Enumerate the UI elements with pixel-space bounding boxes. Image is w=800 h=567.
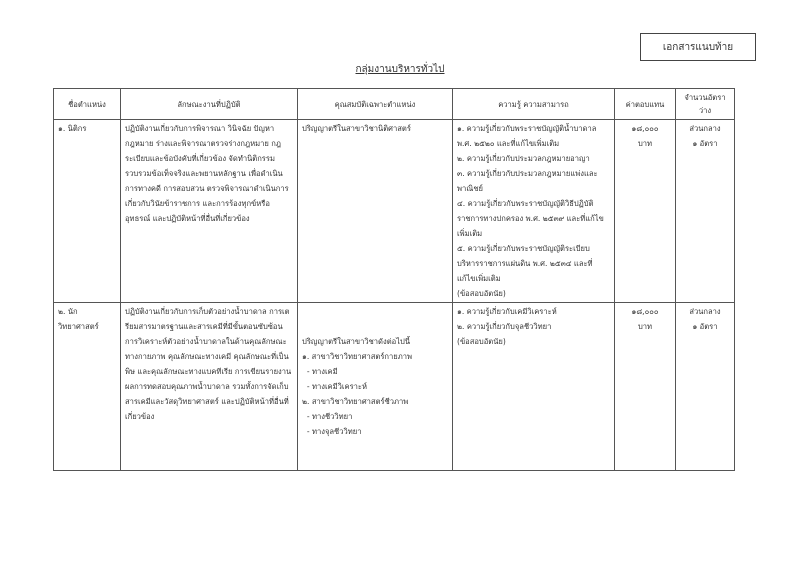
- location: ส่วนกลาง: [689, 124, 721, 133]
- header-salary: ค่าตอบแทน: [615, 89, 676, 120]
- duties: ปฏิบัติงานเกี่ยวกับการเก็บตัวอย่างน้ำบาดาล การเตรียมสารมาตรฐานและสารเคมีที่มีขั้นตอนซับซ้อน การวิเคราะห์ตัวอย่างน้ำบาดาลในด้านคุณลักษณะทางกายภาพ คุณลักษณะทางเคมี คุณลักษณะที่เป็นพิษ และคุณลักษณะทางแบคทีเรีย การเขียนรายงานผลการทดสอบคุณภาพน้ำบาดาล รวมทั้งการจัดเก็บสารเคมีและวัสดุวิทยาศาสตร์ และปฏิบัติหน้าที่อื่นที่เกี่ยวข้อง: [121, 303, 298, 471]
- qualification-line: - ทางเคมีวิเคราะห์: [302, 382, 368, 391]
- knowledge-item: ๒. ความรู้เกี่ยวกับจุลชีววิทยา: [457, 322, 552, 331]
- table-row: [54, 120, 735, 303]
- knowledge-item: (ข้อสอบอัตนัย): [457, 289, 506, 298]
- qualification-line: ๑. สาขาวิชาวิทยาศาสตร์กายภาพ: [302, 352, 412, 361]
- vacancy-count: ๑ อัตรา: [692, 322, 718, 331]
- header-position: ชื่อตำแหน่ง: [54, 89, 121, 120]
- knowledge-item: ๒. ความรู้เกี่ยวกับประมวลกฎหมายอาญา: [457, 154, 590, 163]
- header-vacancies: จำนวนอัตราว่าง: [676, 89, 735, 120]
- table-header-row: [54, 89, 735, 120]
- vacancies: [676, 303, 735, 471]
- knowledge: [453, 303, 615, 471]
- qualification-line: ๒. สาขาวิชาวิทยาศาสตร์ชีวภาพ: [302, 397, 409, 406]
- header-qualifications: คุณสมบัติเฉพาะตำแหน่ง: [298, 89, 453, 120]
- knowledge-item: (ข้อสอบอัตนัย): [457, 337, 506, 346]
- vacancy-count: ๑ อัตรา: [692, 139, 718, 148]
- salary-amount: ๑๘,๐๐๐: [631, 124, 659, 133]
- header-duties: ลักษณะงานที่ปฏิบัติ: [121, 89, 298, 120]
- qualification-line: - ทางเคมี: [302, 367, 338, 376]
- knowledge-item: ๓. ความรู้เกี่ยวกับประมวลกฎหมายแพ่งและพาณิชย์: [457, 169, 598, 193]
- salary-unit: บาท: [637, 322, 653, 331]
- position-name: ๒. นักวิทยาศาสตร์: [54, 303, 121, 471]
- knowledge-item: ๕. ความรู้เกี่ยวกับพระราชบัญญัติระเบียบบริหารราชการแผ่นดิน พ.ศ. ๒๕๓๔ และที่แก้ไขเพิ่มเติม: [457, 244, 593, 283]
- salary-amount: ๑๘,๐๐๐: [631, 307, 659, 316]
- qualification-line: ปริญญาตรีในสาขาวิชานิติศาสตร์: [302, 124, 411, 133]
- salary: [615, 303, 676, 471]
- salary-unit: บาท: [637, 139, 653, 148]
- qualification-line: ปริญญาตรีในสาขาวิชาดังต่อไปนี้: [302, 337, 411, 346]
- attachment-label: เอกสารแนบท้าย: [640, 33, 756, 61]
- qualification-line: - ทางจุลชีววิทยา: [302, 427, 362, 436]
- qualifications: [298, 120, 453, 303]
- knowledge: [453, 120, 615, 303]
- position-name: ๑. นิติกร: [54, 120, 121, 303]
- vacancies: [676, 120, 735, 303]
- knowledge-item: ๑. ความรู้เกี่ยวกับพระราชบัญญัติน้ำบาดาล พ.ศ. ๒๕๒๐ และที่แก้ไขเพิ่มเติม: [457, 124, 597, 148]
- table-row: [54, 303, 735, 471]
- knowledge-item: ๔. ความรู้เกี่ยวกับพระราชบัญญัติวิธีปฏิบัติราชการทางปกครอง พ.ศ. ๒๕๓๙ และที่แก้ไขเพิ่มเติม: [457, 199, 604, 238]
- positions-table: [53, 88, 735, 471]
- header-knowledge: ความรู้ ความสามารถ: [453, 89, 615, 120]
- location: ส่วนกลาง: [689, 307, 721, 316]
- page-title: กลุ่มงานบริหารทั่วไป: [355, 64, 445, 75]
- duties: ปฏิบัติงานเกี่ยวกับการพิจารณา วินิจฉัย ปัญหากฎหมาย ร่างและพิจารณาตรวจร่างกฎหมาย กฎ ระเบียบและข้อบังคับที่เกี่ยวข้อง จัดทำนิติกรรม รวบรวมข้อเท็จจริงและพยานหลักฐาน เพื่อดำเนินการทางคดี การสอบสวน ตรวจพิจารณาดำเนินการเกี่ยวกับวินัยข้าราชการ และการร้องทุกข์หรืออุทธรณ์ และปฏิบัติหน้าที่อื่นที่เกี่ยวข้อง: [121, 120, 298, 303]
- qualification-line: - ทางชีววิทยา: [302, 412, 353, 421]
- knowledge-item: ๑. ความรู้เกี่ยวกับเคมีวิเคราะห์: [457, 307, 557, 316]
- salary: [615, 120, 676, 303]
- qualifications: [298, 303, 453, 471]
